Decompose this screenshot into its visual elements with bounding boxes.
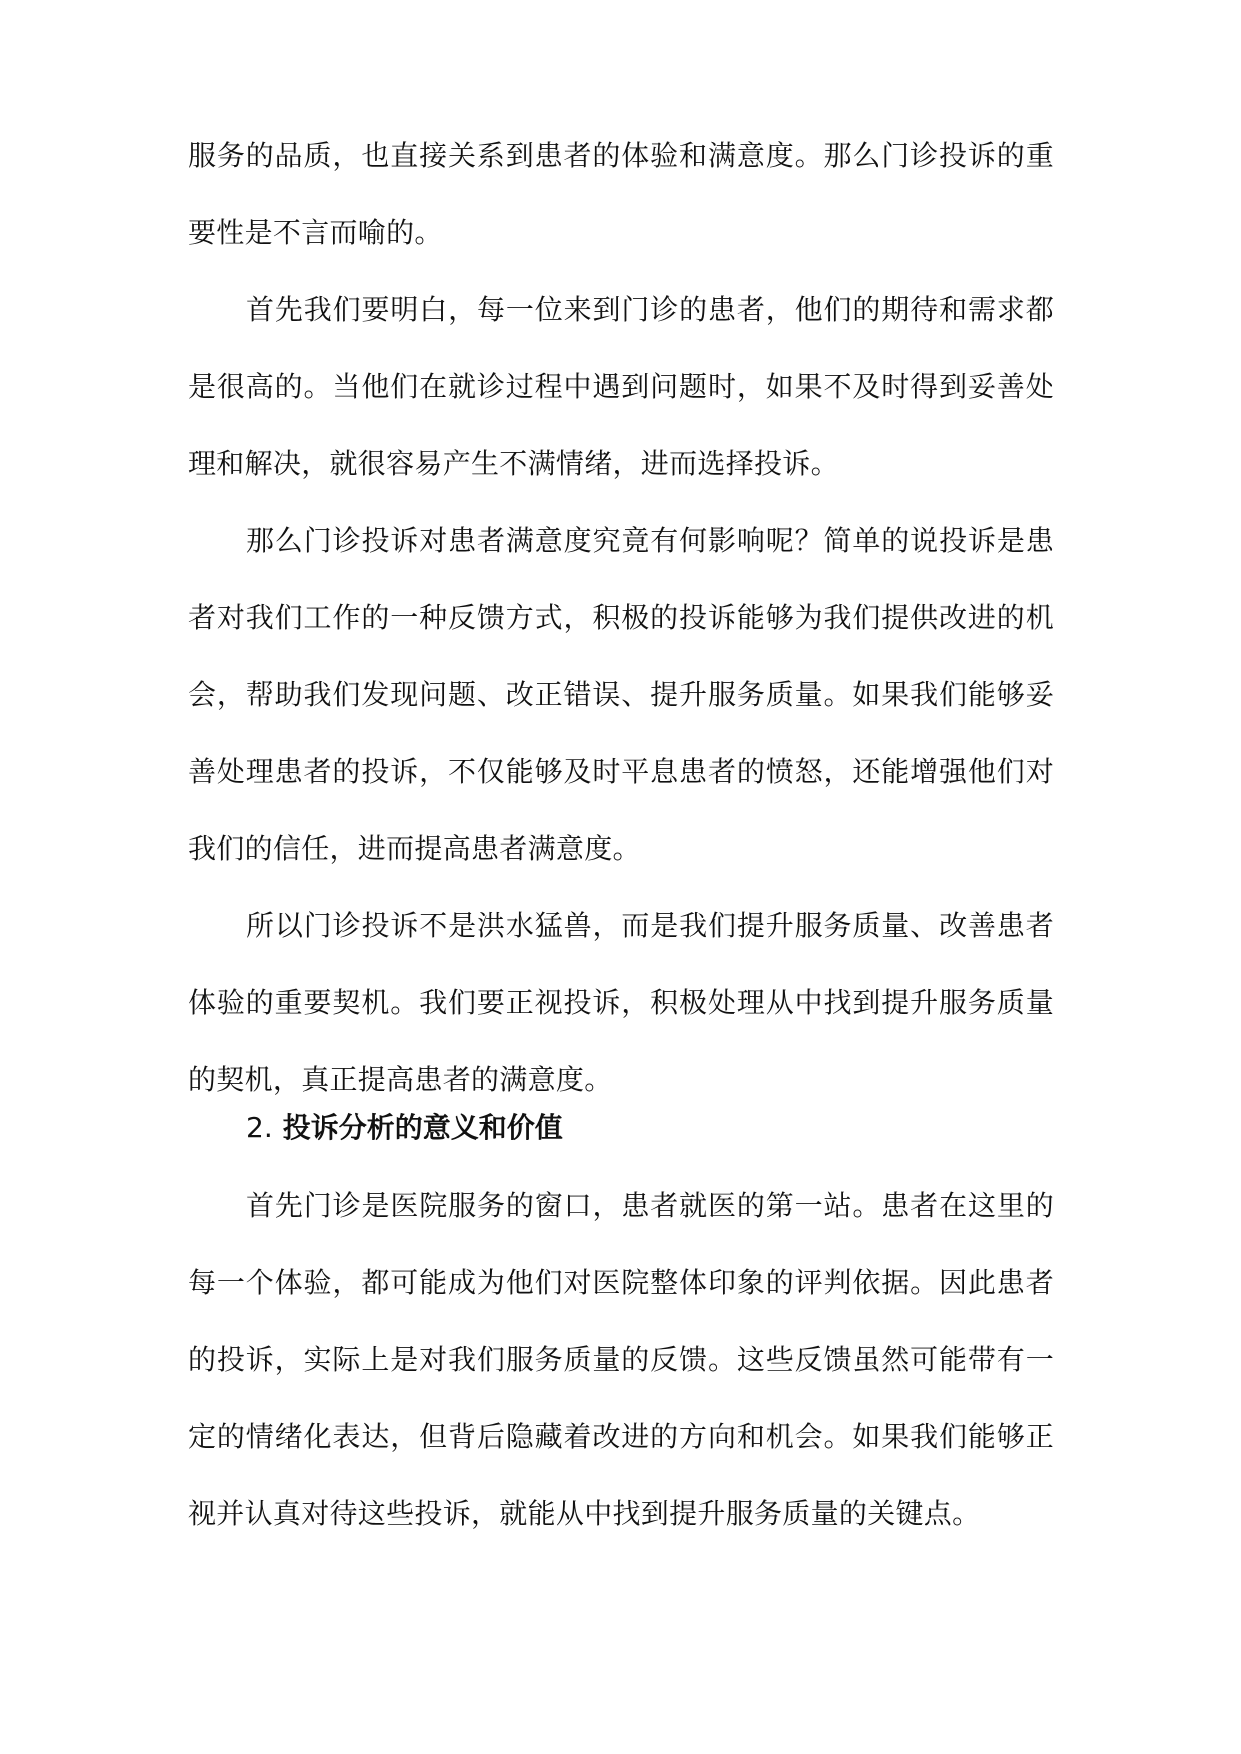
- section-heading: [246, 1108, 563, 1148]
- section-number: 2.: [246, 1111, 273, 1144]
- paragraph: 首先我们要明白，每一位来到门诊的患者，他们的期待和需求都是很高的。当他们在就诊过程中遇到问题时，如果不及时得到妥善处理和解决，就很容易产生不满情绪，进而选择投诉。: [188, 293, 1054, 480]
- paragraph: 首先门诊是医院服务的窗口，患者就医的第一站。患者在这里的每一个体验，都可能成为他们对医院整体印象的评判依据。因此患者的投诉，实际上是对我们服务质量的反馈。这些反馈虽然可能带有一定的情绪化表达，但背后隐藏着改进的方向和机会。如果我们能够正视并认真对待这些投诉，就能从中找到提升服务质量的关键点。: [188, 1189, 1054, 1530]
- body-text-top: [188, 117, 1054, 1118]
- paragraph: 那么门诊投诉对患者满意度究竟有何影响呢？简单的说投诉是患者对我们工作的一种反馈方式，积极的投诉能够为我们提供改进的机会，帮助我们发现问题、改正错误、提升服务质量。如果我们能够妥善处理患者的投诉，不仅能够及时平息患者的愤怒，还能增强他们对我们的信任，进而提高患者满意度。: [188, 524, 1054, 865]
- section-title: 投诉分析的意义和价值: [282, 1111, 563, 1144]
- paragraph: 所以门诊投诉不是洪水猛兽，而是我们提升服务质量、改善患者体验的重要契机。我们要正视投诉，积极处理从中找到提升服务质量的契机，真正提高患者的满意度。: [188, 909, 1054, 1096]
- paragraph-continuation: 服务的品质，也直接关系到患者的体验和满意度。那么门诊投诉的重要性是不言而喻的。: [188, 139, 1054, 249]
- body-text-bottom: [188, 1167, 1054, 1552]
